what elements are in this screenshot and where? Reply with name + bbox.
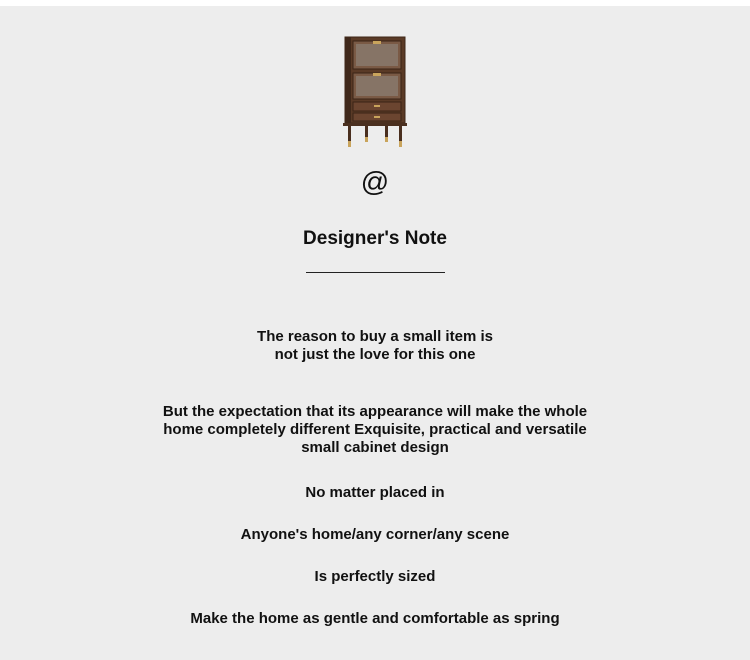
at-symbol: @ xyxy=(360,166,390,197)
note-paragraph-6 xyxy=(0,610,750,628)
content-panel xyxy=(0,6,750,660)
note-line: But the expectation that its appearance will make the whole xyxy=(162,403,588,420)
note-line: Is perfectly sized xyxy=(314,568,436,585)
note-line: No matter placed in xyxy=(305,484,445,501)
note-line: Make the home as gentle and comfortable as spring xyxy=(190,610,560,627)
note-line: small cabinet design xyxy=(301,439,449,456)
title-underline-divider xyxy=(306,272,445,273)
note-paragraph-5 xyxy=(0,568,750,586)
note-paragraph-4 xyxy=(0,526,750,544)
note-paragraph-3 xyxy=(0,484,750,502)
note-line: Anyone's home/any corner/any scene xyxy=(240,526,510,543)
section-title: Designer's Note xyxy=(303,228,447,249)
note-line: The reason to buy a small item is xyxy=(257,328,493,345)
note-line: home completely different Exquisite, practical and versatile xyxy=(163,421,587,438)
note-paragraph-2 xyxy=(0,403,750,457)
cabinet-product-image xyxy=(339,35,411,150)
note-line: not just the love for this one xyxy=(274,346,476,363)
note-paragraph-1 xyxy=(0,328,750,364)
